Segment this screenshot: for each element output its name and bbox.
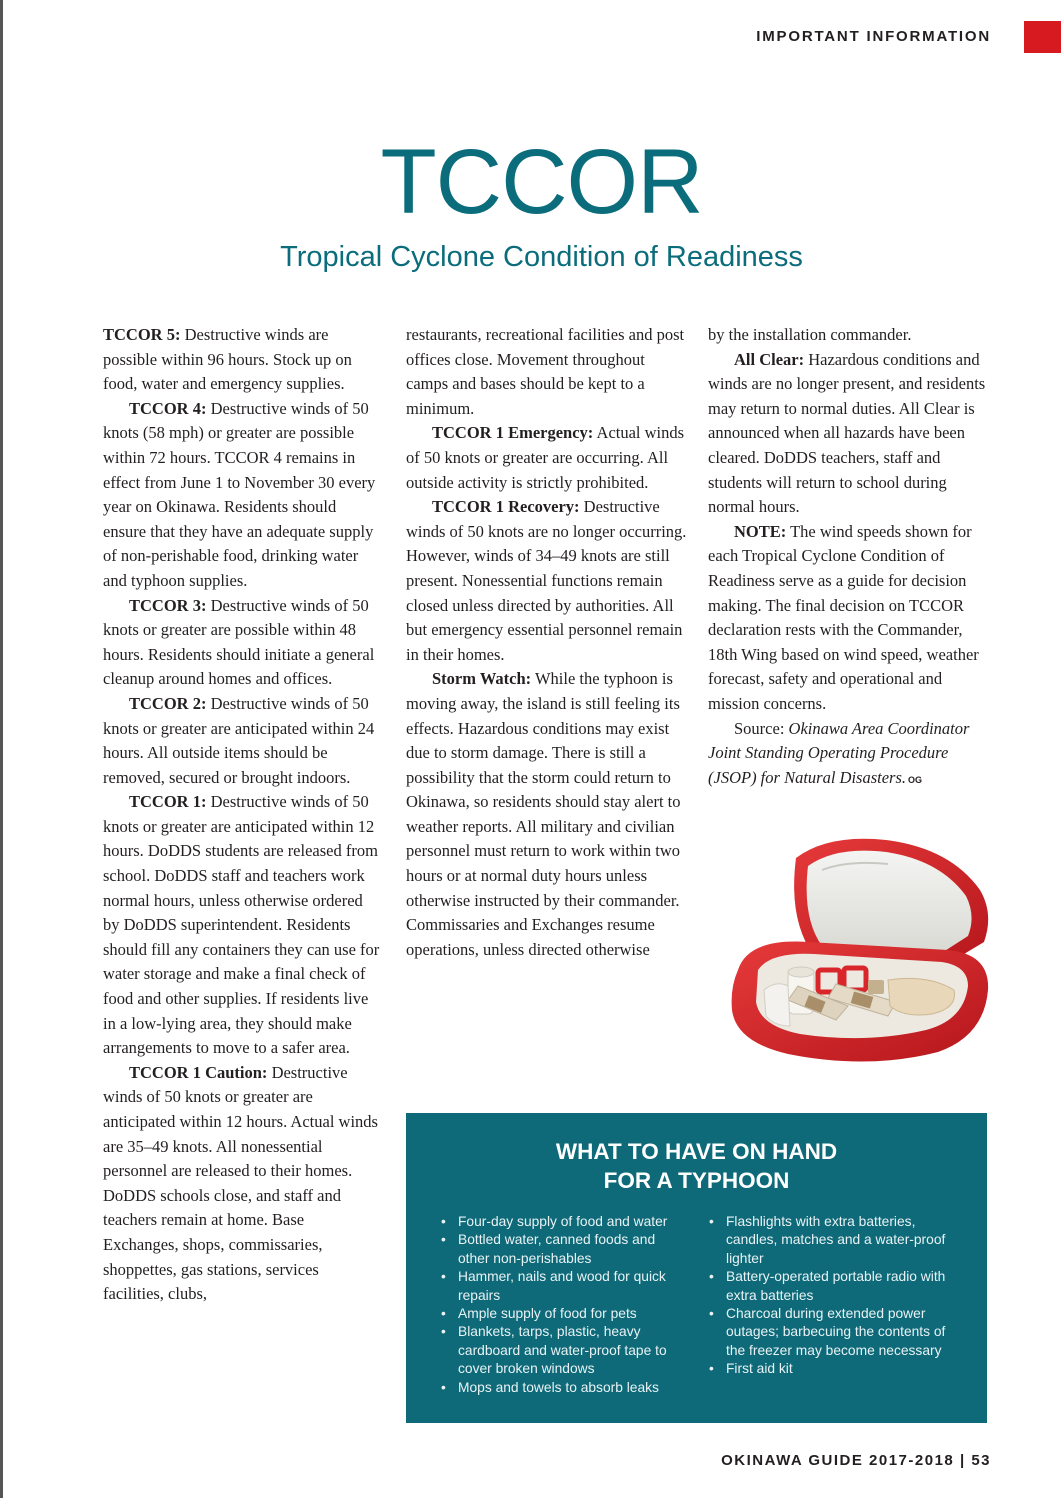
paragraph-tccor-1-caution: [103, 1061, 383, 1307]
list-item: • Bottled water, canned foods and other non-perishables: [441, 1231, 686, 1268]
paragraph-tccor-1-recovery: [406, 495, 688, 667]
list-item: • Mops and towels to absorb leaks: [441, 1379, 686, 1397]
paragraph-all-clear: [708, 348, 992, 520]
page-number: 53: [971, 1452, 991, 1469]
supplies-list-right: [709, 1213, 959, 1379]
paragraph-text: Actual winds of 50 knots or greater are occurring. All outside activity is strictly prohibited.: [406, 423, 685, 492]
paragraph-lead: TCCOR 3:: [129, 595, 207, 615]
end-mark: OG: [908, 774, 923, 785]
article-column-3: [708, 323, 992, 792]
paragraph-continued: [708, 323, 992, 348]
paragraph-lead: TCCOR 1 Recovery:: [432, 497, 580, 517]
paragraph-tccor-5: [103, 323, 383, 397]
paragraph-tccor-3: [103, 594, 383, 692]
paragraph-lead: Storm Watch:: [432, 669, 532, 689]
paragraph-text: Destructive winds of 50 knots or greater are anticipated within 24 hours. All outside items should be removed, secured or brought indoors.: [103, 693, 375, 787]
box-title: [406, 1137, 987, 1195]
paragraph-text: Destructive winds of 50 knots or greater are possible within 48 hours. Residents should initiate a general cleanup around homes and offices.: [103, 595, 375, 689]
paragraph-text: by the installation commander.: [708, 325, 912, 344]
list-item: • First aid kit: [709, 1360, 959, 1378]
article-column-1: [103, 323, 383, 1307]
source-label: Source:: [734, 718, 789, 738]
first-aid-kit-icon: [718, 830, 1008, 1070]
list-item: • Four-day supply of food and water: [441, 1213, 686, 1231]
paragraph-text: restaurants, recreational facilities and post offices close. Movement throughout camps and bases should be kept to a minimum.: [406, 325, 685, 418]
article-column-2: [406, 323, 688, 962]
paragraph-source: [708, 717, 992, 793]
page-footer: [721, 1452, 991, 1469]
page-title-text: TCCOR: [380, 131, 703, 233]
paragraph-lead: TCCOR 1 Emergency:: [432, 423, 594, 443]
list-item: • Battery-operated portable radio with extra batteries: [709, 1268, 959, 1305]
paragraph-text: Destructive winds of 50 knots (58 mph) or greater are possible within 72 hours. TCCOR 4 remains in effect from June 1 to November 30 every year on Okinawa. Residents should ensure that they have an adequate supply of non-perishable food, drinking water and typhoon supplies.: [103, 398, 376, 590]
list-item: • Flashlights with extra batteries, candles, matches and a water-proof lighter: [709, 1213, 959, 1268]
paragraph-text: Destructive winds of 50 knots or greater are anticipated within 12 hours. DoDDS students are released from school. DoDDS staff and teachers work normal hours, unless otherwise ordered by DoDDS superintendent. Residents should fill any containers they can use for water storage and make a final check of food and other supplies. If residents live in a low-lying area, they should make arrangements to move to a safer area.: [103, 792, 380, 1058]
paragraph-lead: TCCOR 4:: [129, 398, 207, 418]
list-item: • Ample supply of food for pets: [441, 1305, 686, 1323]
paragraph-text: Destructive winds are possible within 96 hours. Stock up on food, water and emergency supplies.: [103, 325, 352, 394]
red-tab-marker: [1024, 21, 1061, 53]
footer-separator: |: [959, 1452, 966, 1469]
section-label: IMPORTANT INFORMATION: [756, 28, 991, 45]
list-item: • Hammer, nails and wood for quick repairs: [441, 1268, 686, 1305]
box-title-line-1: WHAT TO HAVE ON HAND: [555, 1139, 838, 1164]
typhoon-supplies-box: [406, 1113, 987, 1423]
paragraph-text: The wind speeds shown for each Tropical Cyclone Condition of Readiness serve as a guide for decision making. The final decision on TCCOR declaration rests with the Commander, 18th Wing based on wind speed, weather forecast, safety and operational and mission concerns.: [708, 521, 979, 713]
paragraph-note: [708, 520, 992, 717]
paragraph-text: Hazardous conditions and winds are no longer present, and residents may return to normal duties. All Clear is announced when all hazards have been cleared. DoDDS teachers, staff and students will return to school during normal hours.: [708, 349, 986, 517]
list-item: • Charcoal during extended power outages; barbecuing the contents of the freezer may become necessary: [709, 1305, 959, 1360]
paragraph-continued: [406, 323, 688, 421]
paragraph-text: Destructive winds of 50 knots or greater are anticipated within 12 hours. Actual winds are 35–49 knots. All nonessential personnel are released to their homes. DoDDS schools close, and staff and teachers remain at home. Base Exchanges, shops, commissaries, shoppettes, gas stations, services facilities, clubs,: [103, 1062, 378, 1304]
source-citation: Okinawa Area Coordinator Joint Standing Operating Procedure (JSOP) for Natural Disasters.: [708, 718, 970, 787]
page-title: [0, 130, 1061, 235]
paragraph-lead: TCCOR 2:: [129, 693, 207, 713]
supplies-list-left: [441, 1213, 686, 1397]
paragraph-lead: TCCOR 5:: [103, 325, 181, 344]
paragraph-tccor-2: [103, 692, 383, 790]
paragraph-lead: TCCOR 1:: [129, 792, 207, 812]
list-item: • Blankets, tarps, plastic, heavy cardboard and water-proof tape to cover broken windows: [441, 1323, 686, 1378]
paragraph-lead: TCCOR 1 Caution:: [129, 1062, 268, 1082]
paragraph-tccor-1: [103, 790, 383, 1061]
paragraph-tccor-4: [103, 397, 383, 594]
page-subtitle: Tropical Cyclone Condition of Readiness: [280, 241, 803, 273]
paragraph-lead: NOTE:: [734, 521, 787, 541]
paragraph-text: While the typhoon is moving away, the island is still feeling its effects. Hazardous conditions may exist due to storm damage. There is still a possibility that the storm could return to Okinawa, so residents should stay alert to weather reports. All military and civilian personnel must return to work within two hours or at normal duty hours unless otherwise instructed by their commander. Commissaries and Exchanges resume operations, unless directed otherwise: [406, 669, 681, 959]
paragraph-text: Destructive winds of 50 knots are no longer occurring. However, winds of 34–49 knots are still present. Nonessential functions remain closed unless directed by authorities. All but emergency essential personnel remain in their homes.: [406, 497, 687, 664]
paragraph-storm-watch: [406, 667, 688, 962]
box-title-line-2: FOR A TYPHOON: [603, 1168, 790, 1193]
publication-name: OKINAWA GUIDE 2017-2018: [721, 1452, 955, 1469]
paragraph-lead: All Clear:: [734, 349, 805, 369]
paragraph-tccor-1-emergency: [406, 421, 688, 495]
